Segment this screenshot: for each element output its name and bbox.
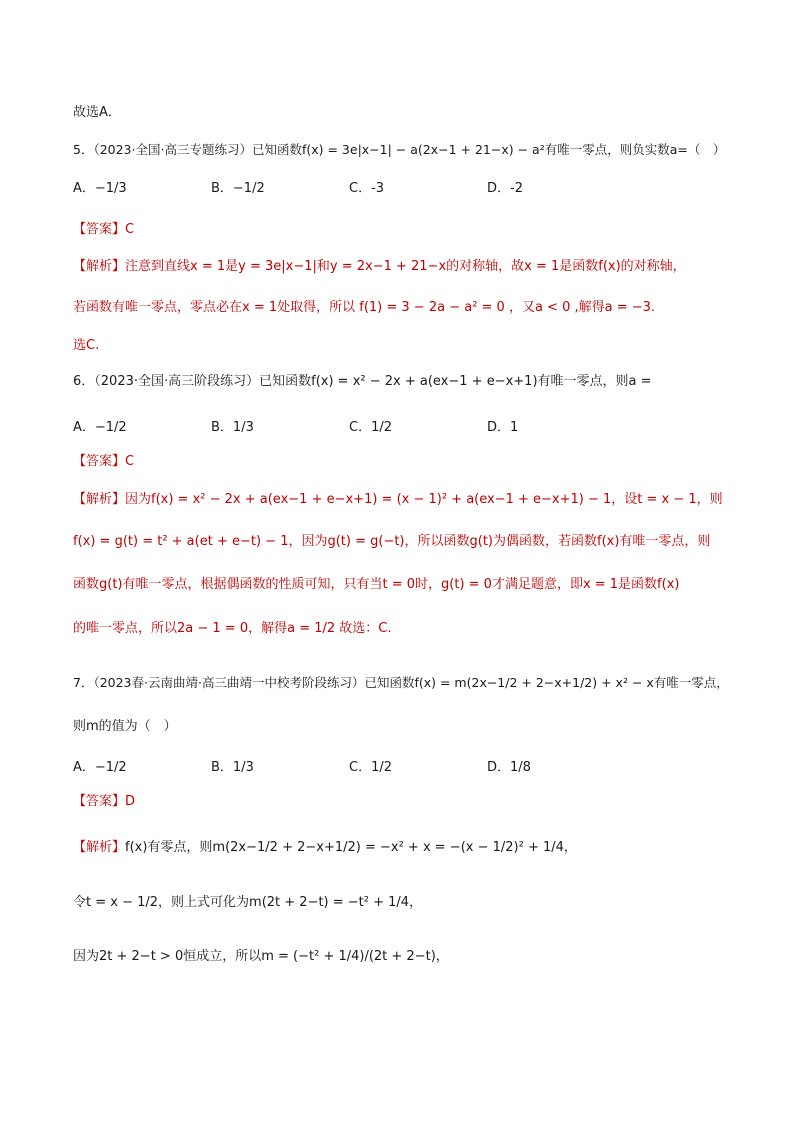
q6-analysis-2 (73, 532, 734, 552)
q5-answer-tag: 【答案】 (73, 222, 126, 237)
q5-analysis-1 (73, 257, 734, 277)
q5-option-c-text: C．-3 (349, 181, 385, 196)
q6-option-b-text: B．1/3 (211, 420, 254, 435)
q5-analysis-2 (73, 298, 734, 318)
q7-analysis-2 (73, 893, 734, 913)
q7-analysis-1 (73, 838, 734, 858)
q7-analysis-1-text: f(x)有零点，则m(2x−1/2 + 2−x+1/2) = −x² + x = −(x − 1/2)² + 1/4， (125, 840, 577, 855)
q5-option-b-text: B．−1/2 (211, 181, 265, 196)
q6-option-d-text: D．1 (487, 420, 519, 435)
q6-option-c-text: C．1/2 (349, 420, 392, 435)
q7-option-d-text: D．1/8 (487, 760, 531, 775)
q5-answer (73, 220, 734, 240)
q7-option-c (349, 756, 392, 775)
q6-analysis-3 (73, 575, 734, 595)
q5-stem (73, 140, 734, 160)
q6-answer-tag: 【答案】 (73, 454, 126, 469)
q5-analysis-1-text: 注意到直线x = 1是y = 3e|x−1|和y = 2x−1 + 21−x的对称轴，故x = 1是函数f(x)的对称轴， (125, 259, 686, 274)
q7-analysis-2-text: 令t = x − 1/2，则上式可化为m(2t + 2−t) = −t² + 1/4， (73, 895, 423, 910)
q6-option-d (487, 416, 518, 435)
q5-analysis-2-text: 若函数有唯一零点，零点必在x = 1处取得，所以 f(1) = 3 − 2a − a² = 0 ，又a < 0 ,解得a = −3. (73, 300, 656, 315)
q6-analysis-1 (73, 490, 734, 510)
q7-answer (73, 792, 734, 812)
q7-stem-2 (73, 717, 734, 737)
q6-analysis-2-text: f(x) = g(t) = t² + a(et + e−t) − 1，因为g(t) = g(−t)，所以函数g(t)为偶函数，若函数f(x)有唯一零点，则 (73, 534, 711, 549)
q7-option-a (73, 756, 127, 775)
q6-answer-value: C (125, 454, 135, 469)
q7-option-b-text: B．1/3 (211, 760, 254, 775)
q7-analysis-tag: 【解析】 (73, 840, 126, 855)
q6-analysis-3-text: 函数g(t)有唯一零点，根据偶函数的性质可知，只有当t = 0时，g(t) = 0才满足题意，即x = 1是函数f(x) (73, 577, 680, 592)
q7-option-a-text: A．−1/2 (73, 760, 127, 775)
q7-stem-1-text: 7．（2023春·云南曲靖·高三曲靖一中校考阶段练习）已知函数f(x) = m(2x−1/2 + 2−x+1/2) + x² − x有唯一零点， (73, 675, 729, 690)
q5-option-d-text: D．-2 (487, 181, 523, 196)
q5-option-b (211, 177, 265, 196)
q5-stem-text: 5．（2023·全国·高三专题练习）已知函数f(x) = 3e|x−1| − a(2x−1 + 21−x) − a²有唯一零点，则负实数a=（ ） (73, 142, 726, 157)
q7-stem-2-text: 则m的值为（ ） (73, 719, 177, 734)
q5-option-c (349, 177, 384, 196)
previous-answer-line (73, 103, 734, 123)
q7-analysis-3 (73, 947, 734, 967)
q5-analysis-3-text: 选C. (73, 338, 100, 353)
q7-option-d (487, 756, 531, 775)
q7-analysis-3-text: 因为2t + 2−t > 0恒成立，所以m = (−t² + 1/4)/(2t + 2−t)， (73, 949, 449, 964)
q6-stem (73, 372, 734, 392)
q6-answer (73, 452, 734, 472)
q6-option-b (211, 416, 254, 435)
q5-option-a (73, 177, 127, 196)
q6-analysis-4-text: 的唯一零点，所以2a − 1 = 0，解得a = 1/2 故选：C. (73, 621, 392, 636)
q7-option-b (211, 756, 254, 775)
previous-answer-text: 故选A． (73, 105, 121, 120)
q6-analysis-1-text: 因为f(x) = x² − 2x + a(ex−1 + e−x+1) = (x − 1)² + a(ex−1 + e−x+1) − 1，设t = x − 1，则 (125, 492, 723, 507)
q5-analysis-tag: 【解析】 (73, 259, 126, 274)
q7-answer-tag: 【答案】 (73, 794, 126, 809)
q6-option-c (349, 416, 392, 435)
q6-stem-text: 6．（2023·全国·高三阶段练习）已知函数f(x) = x² − 2x + a(ex−1 + e−x+1)有唯一零点，则a = (73, 374, 652, 389)
q5-option-d (487, 177, 523, 196)
q5-option-a-text: A．−1/3 (73, 181, 127, 196)
q6-option-a-text: A．−1/2 (73, 420, 127, 435)
q6-analysis-tag: 【解析】 (73, 492, 126, 507)
q6-option-a (73, 416, 127, 435)
q5-answer-value: C (125, 222, 135, 237)
q6-analysis-4 (73, 619, 734, 639)
q5-analysis-3 (73, 336, 734, 356)
q7-answer-value: D (125, 794, 136, 809)
q7-stem-1 (73, 673, 734, 693)
q7-option-c-text: C．1/2 (349, 760, 392, 775)
